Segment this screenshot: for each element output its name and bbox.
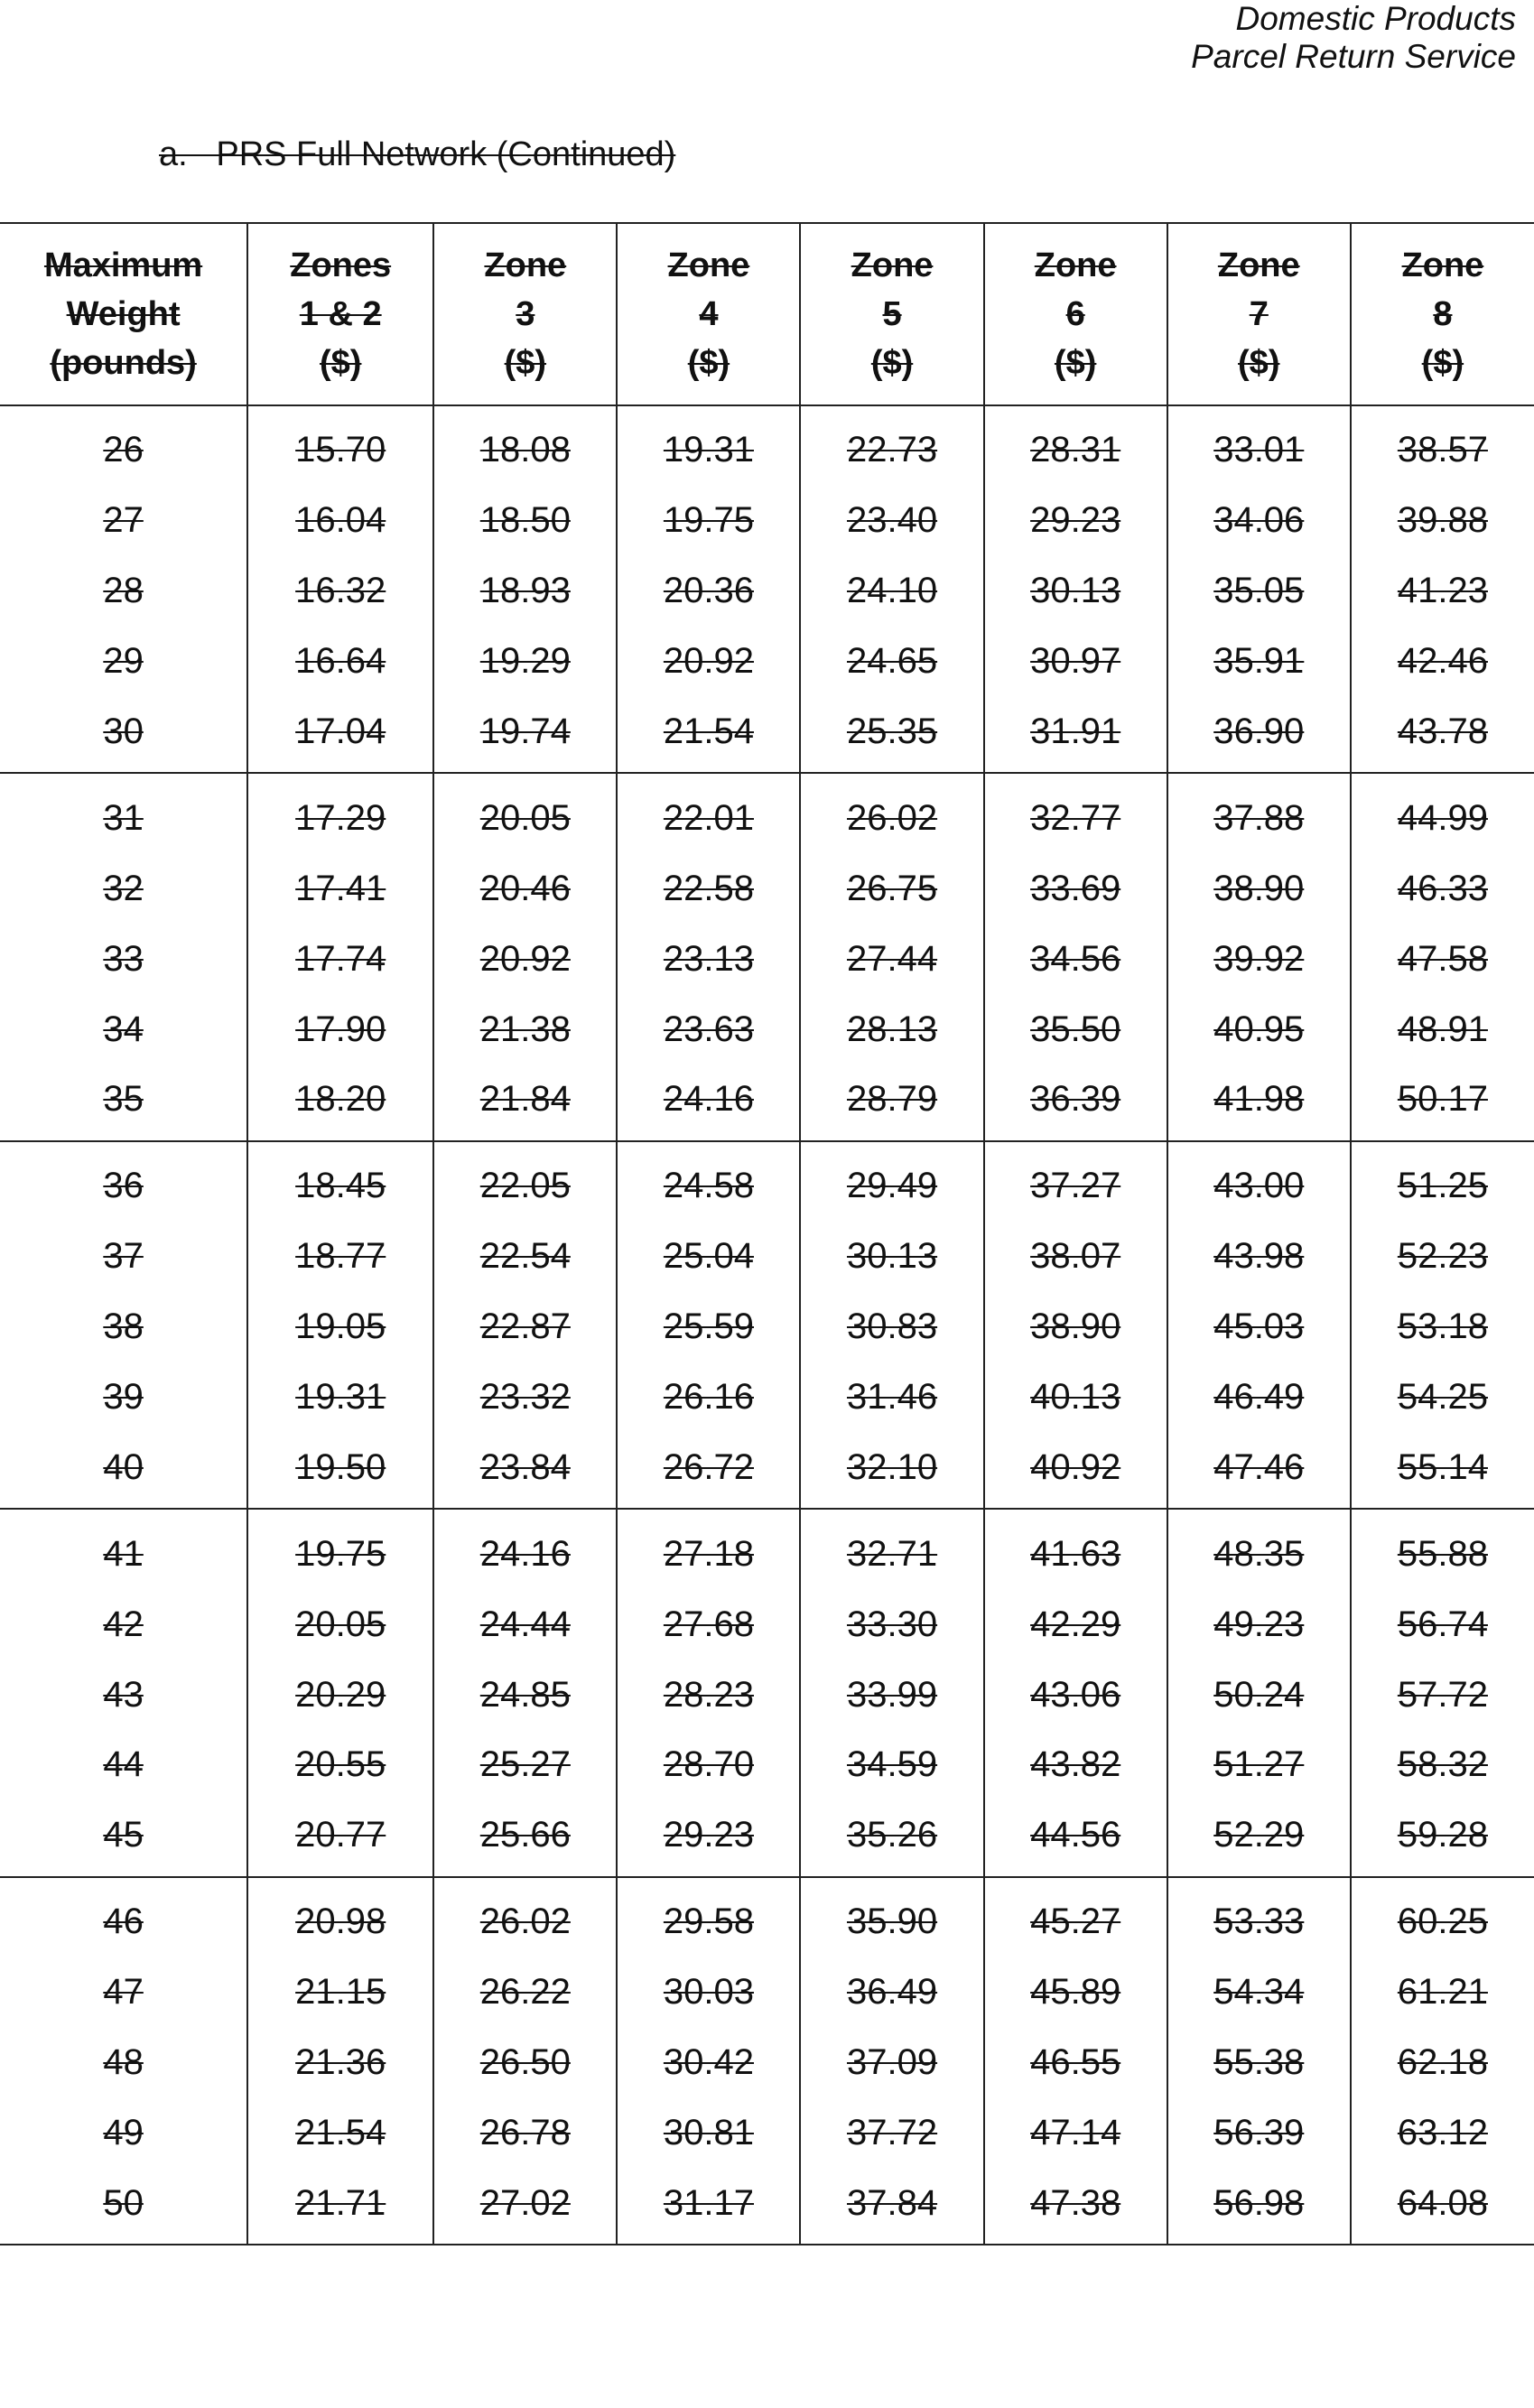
column-header-line: ($) [504, 344, 547, 382]
rate-cell: 24.16 [617, 1065, 800, 1141]
rate-cell: 47.38 [984, 2168, 1167, 2245]
rate-cell: 31.91 [984, 697, 1167, 774]
rate-cell: 37.88 [1167, 773, 1351, 853]
column-header-line: Zone [1034, 246, 1117, 284]
weight-cell: 46 [103, 1901, 144, 1942]
column-header-line: Zone [1217, 246, 1300, 284]
rate-cell: 19.74 [433, 697, 617, 774]
rate-cell: 26.22 [433, 1957, 617, 2028]
rate-cell: 37.72 [800, 2097, 983, 2168]
rate-cell: 21.71 [247, 2168, 433, 2245]
column-header-line: Zone [851, 246, 934, 284]
rate-cell: 15.70 [247, 405, 433, 486]
rate-cell: 37.09 [800, 2028, 983, 2098]
column-header-zone [617, 223, 800, 405]
table-row [0, 924, 1534, 994]
weight-cell: 37 [103, 1236, 144, 1277]
weight-cell: 50 [103, 2182, 144, 2223]
rate-cell: 40.95 [1167, 994, 1351, 1065]
table-row [0, 2168, 1534, 2245]
rate-cell: 35.91 [1167, 627, 1351, 697]
rate-cell: 23.32 [433, 1362, 617, 1433]
rate-cell: 48.35 [1167, 1509, 1351, 1589]
rate-cell: 25.66 [433, 1800, 617, 1877]
rate-cell: 22.01 [617, 773, 800, 853]
header-service-name: Parcel Return Service [1191, 38, 1516, 75]
weight-group [0, 773, 1534, 1140]
rate-cell: 36.39 [984, 1065, 1167, 1141]
rate-cell: 52.29 [1167, 1800, 1351, 1877]
weight-group [0, 405, 1534, 773]
rate-cell: 55.38 [1167, 2028, 1351, 2098]
rate-cell: 25.35 [800, 697, 983, 774]
rate-cell: 43.00 [1167, 1141, 1351, 1222]
table-row [0, 1292, 1534, 1362]
column-header-zone [984, 223, 1167, 405]
rate-cell: 38.07 [984, 1222, 1167, 1292]
section-title: a. PRS Full Network (Continued) [159, 135, 676, 173]
table-row [0, 697, 1534, 774]
rate-cell: 45.03 [1167, 1292, 1351, 1362]
rate-cell: 41.23 [1351, 556, 1534, 627]
table-row [0, 1800, 1534, 1877]
rate-cell: 46.49 [1167, 1362, 1351, 1433]
rate-cell: 43.82 [984, 1730, 1167, 1800]
table-row [0, 2097, 1534, 2168]
rate-cell: 40.13 [984, 1362, 1167, 1433]
rate-cell: 20.98 [247, 1877, 433, 1957]
rate-cell: 26.02 [433, 1877, 617, 1957]
rate-cell: 24.16 [433, 1509, 617, 1589]
document-header [1191, 0, 1516, 76]
column-header-weight [0, 223, 247, 405]
rate-cell: 42.29 [984, 1589, 1167, 1660]
rate-table [0, 222, 1534, 2245]
rate-cell: 23.63 [617, 994, 800, 1065]
rate-cell: 26.75 [800, 853, 983, 924]
table-row [0, 1222, 1534, 1292]
table-row [0, 853, 1534, 924]
weight-cell: 35 [103, 1079, 144, 1120]
rate-cell: 52.23 [1351, 1222, 1534, 1292]
rate-cell: 54.25 [1351, 1362, 1534, 1433]
rate-cell: 30.13 [800, 1222, 983, 1292]
rate-cell: 33.69 [984, 853, 1167, 924]
rate-cell: 29.23 [617, 1800, 800, 1877]
table-row [0, 1065, 1534, 1141]
weight-cell: 47 [103, 1972, 144, 2013]
rate-cell: 34.06 [1167, 486, 1351, 556]
rate-cell: 32.10 [800, 1432, 983, 1509]
rate-cell: 37.84 [800, 2168, 983, 2245]
column-header-line: ($) [687, 344, 730, 382]
rate-cell: 29.49 [800, 1141, 983, 1222]
rate-cell: 48.91 [1351, 994, 1534, 1065]
column-header-line: 8 [1433, 295, 1453, 333]
rate-cell: 24.85 [433, 1660, 617, 1730]
rate-cell: 19.31 [247, 1362, 433, 1433]
rate-cell: 27.02 [433, 2168, 617, 2245]
rate-cell: 31.17 [617, 2168, 800, 2245]
rate-cell: 35.26 [800, 1800, 983, 1877]
rate-cell: 44.56 [984, 1800, 1167, 1877]
rate-cell: 20.29 [247, 1660, 433, 1730]
rate-cell: 56.74 [1351, 1589, 1534, 1660]
column-header-line: 3 [516, 295, 535, 333]
rate-cell: 38.57 [1351, 405, 1534, 486]
column-header-line: Zone [667, 246, 750, 284]
rate-cell: 20.05 [247, 1589, 433, 1660]
table-row [0, 627, 1534, 697]
rate-cell: 27.44 [800, 924, 983, 994]
rate-cell: 51.27 [1167, 1730, 1351, 1800]
rate-cell: 62.18 [1351, 2028, 1534, 2098]
rate-cell: 45.27 [984, 1877, 1167, 1957]
rate-cell: 60.25 [1351, 1877, 1534, 1957]
rate-cell: 39.92 [1167, 924, 1351, 994]
rate-cell: 39.88 [1351, 486, 1534, 556]
rate-cell: 44.99 [1351, 773, 1534, 853]
table-row [0, 1730, 1534, 1800]
rate-cell: 21.36 [247, 2028, 433, 2098]
rate-cell: 25.59 [617, 1292, 800, 1362]
rate-cell: 19.29 [433, 627, 617, 697]
rate-cell: 20.55 [247, 1730, 433, 1800]
weight-cell: 29 [103, 641, 144, 682]
rate-cell: 46.33 [1351, 853, 1534, 924]
rate-table-header [0, 223, 1534, 405]
rate-cell: 42.46 [1351, 627, 1534, 697]
rate-cell: 18.50 [433, 486, 617, 556]
rate-cell: 28.31 [984, 405, 1167, 486]
rate-cell: 18.77 [247, 1222, 433, 1292]
rate-cell: 43.06 [984, 1660, 1167, 1730]
table-row [0, 1432, 1534, 1509]
rate-cell: 27.68 [617, 1589, 800, 1660]
rate-cell: 58.32 [1351, 1730, 1534, 1800]
rate-cell: 30.03 [617, 1957, 800, 2028]
rate-cell: 43.98 [1167, 1222, 1351, 1292]
table-row [0, 1660, 1534, 1730]
column-header-line: Maximum [43, 246, 203, 284]
rate-cell: 38.90 [1167, 853, 1351, 924]
rate-cell: 22.05 [433, 1141, 617, 1222]
weight-group [0, 1877, 1534, 2245]
rate-cell: 26.16 [617, 1362, 800, 1433]
column-header-line: ($) [1054, 344, 1097, 382]
column-header-line: (pounds) [50, 344, 197, 382]
rate-cell: 30.42 [617, 2028, 800, 2098]
rate-cell: 22.54 [433, 1222, 617, 1292]
column-header-line: ($) [1421, 344, 1464, 382]
rate-cell: 28.70 [617, 1730, 800, 1800]
table-row [0, 1589, 1534, 1660]
rate-cell: 31.46 [800, 1362, 983, 1433]
rate-cell: 26.78 [433, 2097, 617, 2168]
rate-cell: 20.92 [433, 924, 617, 994]
weight-cell: 30 [103, 711, 144, 751]
rate-cell: 33.99 [800, 1660, 983, 1730]
rate-cell: 23.84 [433, 1432, 617, 1509]
rate-cell: 20.05 [433, 773, 617, 853]
weight-cell: 43 [103, 1674, 144, 1715]
table-row [0, 1957, 1534, 2028]
weight-cell: 36 [103, 1166, 144, 1206]
rate-cell: 23.13 [617, 924, 800, 994]
rate-cell: 24.10 [800, 556, 983, 627]
rate-cell: 18.93 [433, 556, 617, 627]
weight-cell: 45 [103, 1815, 144, 1855]
rate-cell: 25.04 [617, 1222, 800, 1292]
column-header-line: ($) [1238, 344, 1280, 382]
weight-cell: 39 [103, 1377, 144, 1418]
weight-group [0, 1509, 1534, 1876]
column-header-line: 5 [882, 295, 902, 333]
column-header-line: 1 & 2 [299, 295, 382, 333]
rate-cell: 50.17 [1351, 1065, 1534, 1141]
weight-cell: 49 [103, 2112, 144, 2152]
weight-cell: 41 [103, 1533, 144, 1574]
rate-cell: 24.65 [800, 627, 983, 697]
rate-cell: 55.88 [1351, 1509, 1534, 1589]
rate-cell: 19.50 [247, 1432, 433, 1509]
rate-cell: 50.24 [1167, 1660, 1351, 1730]
rate-cell: 30.97 [984, 627, 1167, 697]
weight-cell: 34 [103, 1009, 144, 1049]
rate-cell: 40.92 [984, 1432, 1167, 1509]
rate-cell: 34.59 [800, 1730, 983, 1800]
rate-cell: 47.46 [1167, 1432, 1351, 1509]
column-header-zone [1167, 223, 1351, 405]
rate-cell: 29.58 [617, 1877, 800, 1957]
rate-cell: 53.33 [1167, 1877, 1351, 1957]
rate-cell: 21.15 [247, 1957, 433, 2028]
rate-cell: 53.18 [1351, 1292, 1534, 1362]
rate-cell: 36.90 [1167, 697, 1351, 774]
table-row [0, 556, 1534, 627]
rate-cell: 54.34 [1167, 1957, 1351, 2028]
rate-cell: 32.77 [984, 773, 1167, 853]
rate-cell: 18.20 [247, 1065, 433, 1141]
weight-cell: 42 [103, 1604, 144, 1644]
table-row [0, 1362, 1534, 1433]
rate-cell: 33.30 [800, 1589, 983, 1660]
rate-cell: 35.05 [1167, 556, 1351, 627]
rate-cell: 30.13 [984, 556, 1167, 627]
rate-cell: 23.40 [800, 486, 983, 556]
weight-cell: 31 [103, 797, 144, 838]
rate-cell: 21.54 [617, 697, 800, 774]
rate-cell: 28.23 [617, 1660, 800, 1730]
weight-cell: 28 [103, 571, 144, 611]
rate-cell: 22.58 [617, 853, 800, 924]
rate-cell: 30.81 [617, 2097, 800, 2168]
header-row [0, 223, 1534, 405]
rate-cell: 36.49 [800, 1957, 983, 2028]
rate-cell: 20.36 [617, 556, 800, 627]
rate-cell: 17.41 [247, 853, 433, 924]
rate-cell: 43.78 [1351, 697, 1534, 774]
rate-cell: 59.28 [1351, 1800, 1534, 1877]
rate-cell: 55.14 [1351, 1432, 1534, 1509]
column-header-line: 6 [1065, 295, 1085, 333]
rate-cell: 28.13 [800, 994, 983, 1065]
rate-cell: 41.63 [984, 1509, 1167, 1589]
column-header-line: Zone [484, 246, 567, 284]
table-row [0, 486, 1534, 556]
rate-cell: 19.75 [617, 486, 800, 556]
column-header-line: ($) [319, 344, 362, 382]
rate-cell: 38.90 [984, 1292, 1167, 1362]
table-row [0, 1877, 1534, 1957]
rate-cell: 30.83 [800, 1292, 983, 1362]
table-row [0, 1141, 1534, 1222]
rate-cell: 49.23 [1167, 1589, 1351, 1660]
rate-cell: 45.89 [984, 1957, 1167, 2028]
rate-cell: 17.74 [247, 924, 433, 994]
table-row [0, 773, 1534, 853]
rate-cell: 33.01 [1167, 405, 1351, 486]
weight-cell: 40 [103, 1446, 144, 1487]
rate-cell: 25.27 [433, 1730, 617, 1800]
rate-cell: 32.71 [800, 1509, 983, 1589]
weight-cell: 32 [103, 868, 144, 908]
rate-cell: 22.87 [433, 1292, 617, 1362]
table-row [0, 1509, 1534, 1589]
column-header-zone [433, 223, 617, 405]
rate-cell: 27.18 [617, 1509, 800, 1589]
rate-cell: 24.58 [617, 1141, 800, 1222]
column-header-zone [1351, 223, 1534, 405]
rate-cell: 18.08 [433, 405, 617, 486]
rate-cell: 34.56 [984, 924, 1167, 994]
rate-cell: 17.04 [247, 697, 433, 774]
rate-cell: 28.79 [800, 1065, 983, 1141]
rate-cell: 26.72 [617, 1432, 800, 1509]
column-header-line: Zone [1401, 246, 1484, 284]
rate-cell: 21.38 [433, 994, 617, 1065]
rate-cell: 57.72 [1351, 1660, 1534, 1730]
rate-cell: 46.55 [984, 2028, 1167, 2098]
rate-cell: 21.54 [247, 2097, 433, 2168]
rate-cell: 61.21 [1351, 1957, 1534, 2028]
rate-cell: 29.23 [984, 486, 1167, 556]
rate-cell: 19.75 [247, 1509, 433, 1589]
rate-cell: 16.32 [247, 556, 433, 627]
table-row [0, 405, 1534, 486]
rate-cell: 26.50 [433, 2028, 617, 2098]
rate-cell: 17.90 [247, 994, 433, 1065]
weight-group [0, 1141, 1534, 1509]
rate-cell: 63.12 [1351, 2097, 1534, 2168]
rate-cell: 56.39 [1167, 2097, 1351, 2168]
rate-cell: 37.27 [984, 1141, 1167, 1222]
weight-cell: 26 [103, 430, 144, 470]
rate-cell: 41.98 [1167, 1065, 1351, 1141]
column-header-line: Zones [290, 246, 392, 284]
weight-cell: 27 [103, 500, 144, 541]
column-header-line: 7 [1249, 295, 1269, 333]
rate-cell: 47.58 [1351, 924, 1534, 994]
rate-cell: 22.73 [800, 405, 983, 486]
weight-cell: 48 [103, 2042, 144, 2083]
rate-cell: 26.02 [800, 773, 983, 853]
column-header-zone [247, 223, 433, 405]
rate-cell: 35.50 [984, 994, 1167, 1065]
header-product-category: Domestic Products [1235, 0, 1516, 37]
weight-cell: 33 [103, 938, 144, 979]
column-header-line: 4 [699, 295, 719, 333]
rate-cell: 21.84 [433, 1065, 617, 1141]
rate-cell: 16.04 [247, 486, 433, 556]
rate-cell: 18.45 [247, 1141, 433, 1222]
rate-cell: 47.14 [984, 2097, 1167, 2168]
rate-cell: 17.29 [247, 773, 433, 853]
rate-cell: 56.98 [1167, 2168, 1351, 2245]
rate-cell: 35.90 [800, 1877, 983, 1957]
rate-cell: 24.44 [433, 1589, 617, 1660]
weight-cell: 44 [103, 1744, 144, 1785]
table-row [0, 2028, 1534, 2098]
rate-cell: 64.08 [1351, 2168, 1534, 2245]
rate-cell: 20.92 [617, 627, 800, 697]
column-header-line: ($) [870, 344, 914, 382]
weight-cell: 38 [103, 1306, 144, 1347]
rate-cell: 20.77 [247, 1800, 433, 1877]
column-header-zone [800, 223, 983, 405]
column-header-line: Weight [66, 295, 181, 333]
rate-cell: 16.64 [247, 627, 433, 697]
table-row [0, 994, 1534, 1065]
rate-cell: 51.25 [1351, 1141, 1534, 1222]
rate-cell: 19.31 [617, 405, 800, 486]
rate-cell: 20.46 [433, 853, 617, 924]
rate-cell: 19.05 [247, 1292, 433, 1362]
